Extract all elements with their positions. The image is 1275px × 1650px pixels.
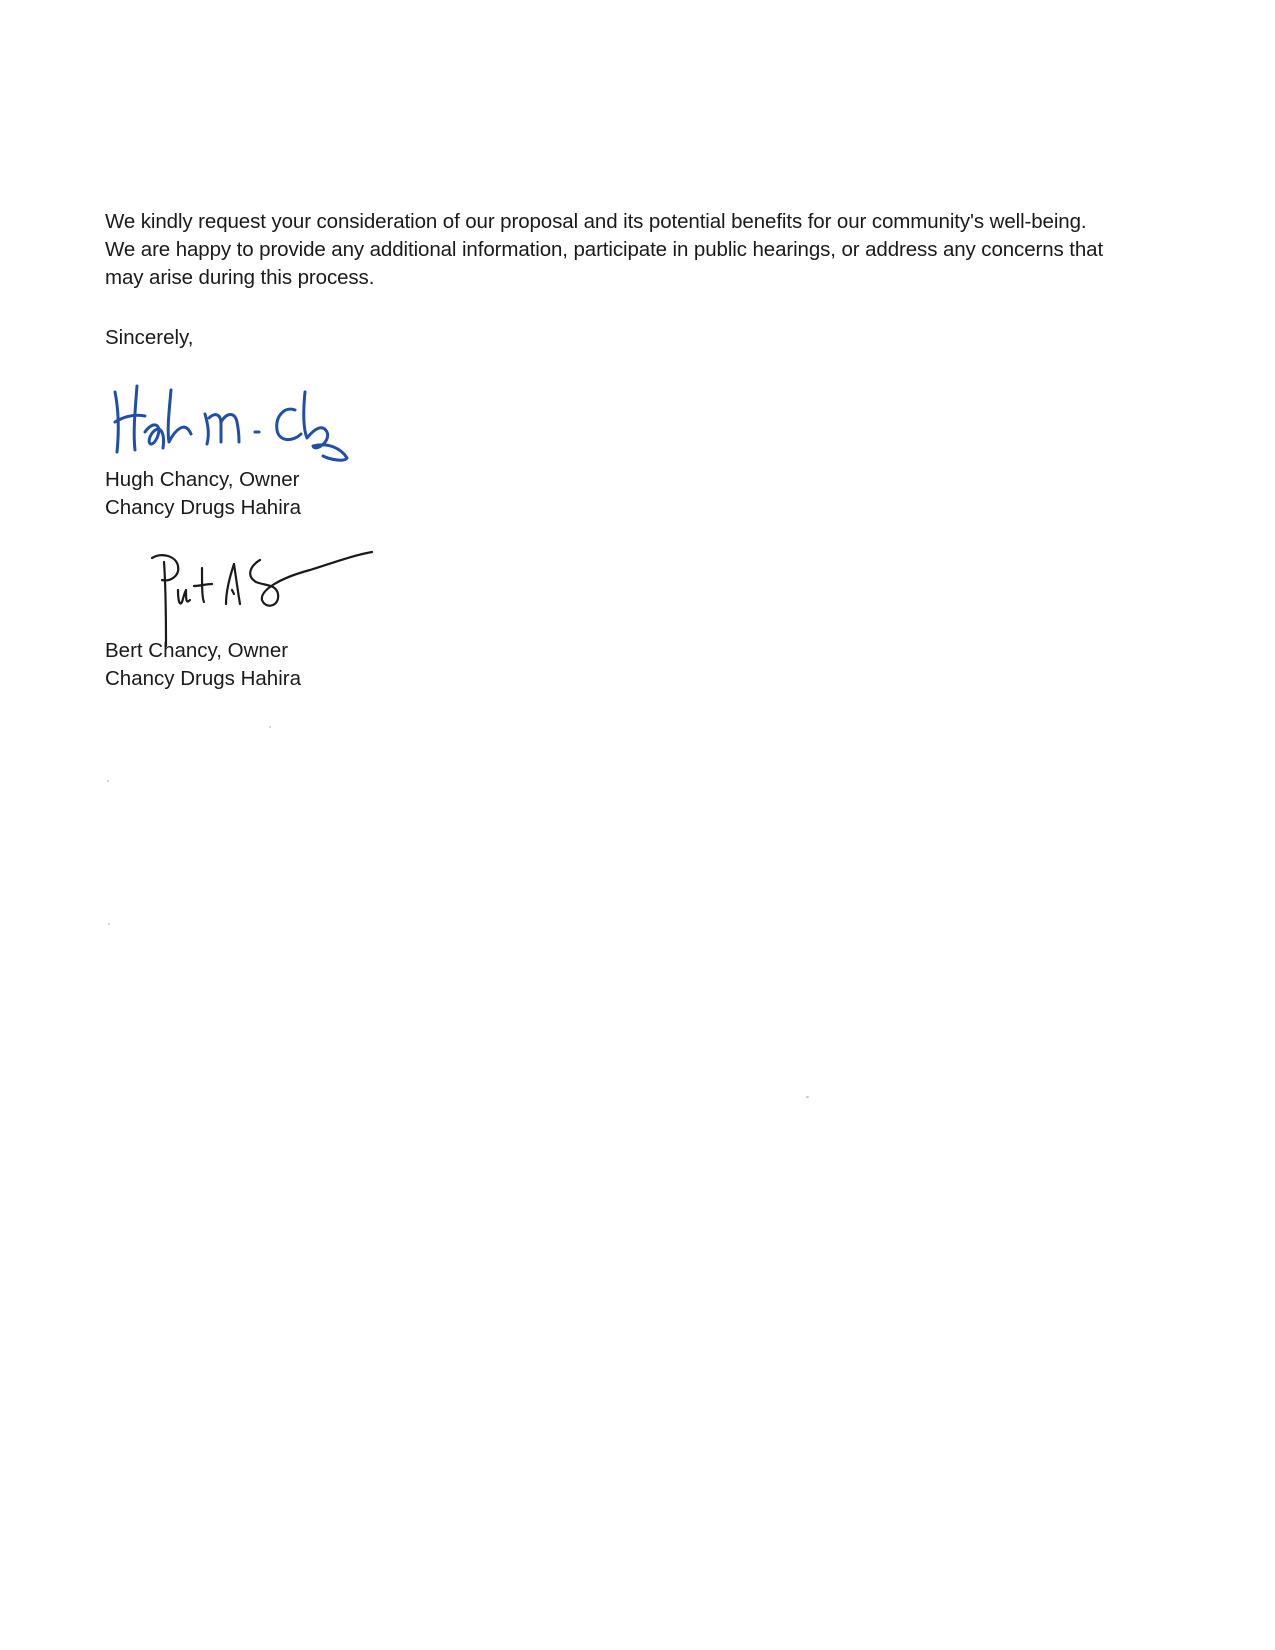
signatory-name-title: Bert Chancy, Owner <box>105 639 289 662</box>
scan-speck <box>269 726 271 728</box>
closing-salutation: Sincerely, <box>105 326 194 349</box>
bert-chancy-signature-block <box>105 637 301 693</box>
signatory-name-title: Hugh Chancy, Owner <box>105 468 300 491</box>
scan-speck <box>107 780 109 782</box>
bert-chancy-signature <box>150 550 375 650</box>
hugh-chancy-signature-block <box>105 466 301 522</box>
scan-speck <box>108 923 110 925</box>
scan-speck <box>806 1096 809 1098</box>
signatory-organization: Chancy Drugs Hahira <box>105 667 301 690</box>
hugh-chancy-signature <box>105 372 355 462</box>
signatory-organization: Chancy Drugs Hahira <box>105 496 301 519</box>
body-paragraph: We kindly request your consideration of our proposal and its potential benefits for our community's well-being. We are happy to provide any additional information, participate in public hearings, or address any concerns that may arise during this process. <box>105 210 1104 289</box>
